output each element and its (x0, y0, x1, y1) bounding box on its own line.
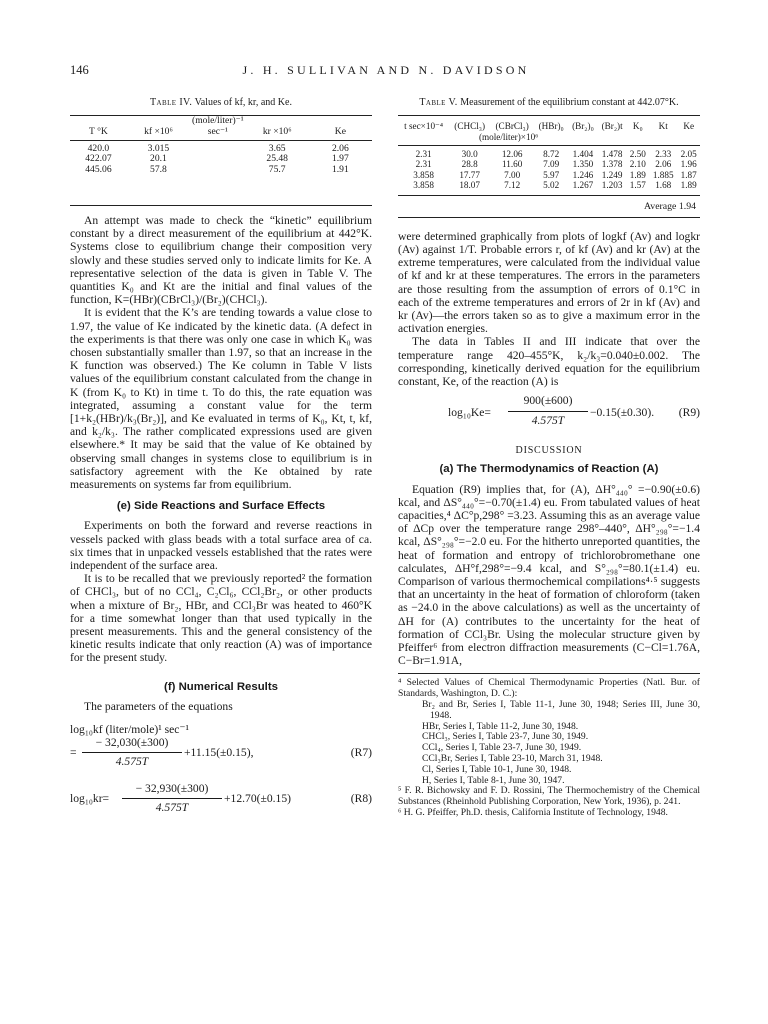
t5-units: (mole/liter)×10⁶ (478, 131, 539, 142)
footnote-item: CHCl₃, Series I, Table 23-7, June 30, 1949. (422, 731, 589, 743)
table-row: 422.07 20.1 25.48 1.97 (85, 153, 349, 165)
table5-caption: Table V. Measurement of the equilibrium constant at 442.07°K. (419, 97, 679, 108)
paragraph: The parameters of the equations (84, 699, 233, 713)
t4-h-units: (mole/liter)⁻¹ sec⁻¹ (192, 115, 244, 137)
running-title: J. H. SULLIVAN AND N. DAVIDSON (242, 63, 530, 77)
table-row: 2.31 30.0 12.06 8.72 1.404 1.478 2.50 2.33 2.05 (415, 148, 697, 159)
footnotes (398, 678, 700, 818)
discussion-heading: DISCUSSION (515, 445, 583, 457)
paragraph: It is evident that the K’s are tending towards a value close to 1.97, the value of Ke indicated by the kinetic data. (A defect in the experiments is that there was only one case in which K₀ was chosen substantially smaller than 1.97, so that an increase in the K function was observed.) The Ke column in Table V lists values of the equilibrium constant calculated from the change in K (from K₀ to Kt) in time t. To do this, the rate equation was integrated, assuming a constant value for the term [1+k₂(HBr)/k₃(Br₂)], and Ke evaluated in terms of K₀, Kt, t, kf, and k₂/k₃. The rather complicated expressions used are given elsewhere.* It may be said that the value of Ke obtained by observing small changes in systems close to equilibrium is in satisfactory agreement with the Ke obtained by rate measurements on systems far from equilibrium. (70, 306, 372, 492)
table-row: 445.06 57.8 75.7 1.91 (85, 163, 349, 175)
table-v: t sec×10⁻⁴ (CHCl₃) (CBrCl₃) (HBr)₀ (Br₂)₀ (Br₂)t K₀ Kt Ke (mole/liter)×10⁶ 2.31 30.0 12.06 8.72 1.404 1.478 2.50 2.33 2.05 2.31 28.8 11.60 7.09 1.350 1.378 2.10 2.06 1.96 3.858 17.77 7.00 5.97 1.246 1.249 1.89 1.885 1.87 3.858 18.07 7.12 5.02 1.267 1.203 1.57 1.68 1.89 (398, 115, 700, 196)
equation-r9: log₁₀Ke= 900(±600) 4.575T −0.15(±0.30). (R9) (448, 394, 700, 428)
table-iv (70, 115, 372, 206)
footnote-item: H, Series I, Table 8-1, June 30, 1947. (422, 774, 565, 786)
table5-average: Average 1.94 (643, 200, 696, 212)
section-heading-a: (a) The Thermodynamics of Reaction (A) (439, 463, 659, 476)
table4-caption: Table IV. Values of kf, kr, and Ke. (150, 97, 292, 108)
paragraph: Experiments on both the forward and reverse reactions in vessels packed with glass beads with a total surface area of ca. six times that in unpacked vessels established that the rates were independent of the surface area. (70, 519, 372, 573)
table-row: 420.0 3.015 3.65 2.06 (87, 142, 349, 154)
paragraph: were determined graphically from plots of logkf (Av) and logkr (Av) against 1/T. Probable errors r, of kf (Av) and kr (Av) at the extreme temperatures, were calculated from the individual value of kf and kr at these temperatures. The errors in the parameters are those resulting from the assumption of errors of 0.1°C in each of the extreme temperatures and errors of 2r in kf (Av) and kr (Av)—the errors taken so as to give a maximum error in the activation energies. (398, 229, 700, 336)
footnote-item: Br₂ and Br, Series I, Table 11-1, June 30, 1948; Series III, June 30, 1948. (422, 699, 700, 721)
footnote-5: ⁵ F. R. Bichowsky and F. D. Rossini, The Thermochemistry of the Chemical Substances (Rheinhold Publishing Corporation, New York, 1936), p. 241. (398, 785, 700, 808)
paragraph: An attempt was made to check the “kinetic” equilibrium constant by a direct measurement of the equilibrium at 442°K. Systems close to equilibrium change their composition very slowly and these studies served only to indicate limits for Ke. A representative selection of the data is given in Table V. The quantities K₀ and Kt are the initial and final values of the function, K=(HBr)(CBrCl₃)/(Br₂)(CHCl₃). (70, 213, 372, 307)
t4-h-temp: T °K (89, 125, 108, 137)
section-heading-e: (e) Side Reactions and Surface Effects (116, 500, 326, 513)
right-column (398, 97, 700, 819)
equation-r8: log₁₀kr= − 32,930(±300) 4.575T +12.70(±0.15) (R8) (70, 782, 372, 815)
paragraph: Equation (R9) implies that, for (A), ΔH°₄₄₀° =−0.90(±0.6) kcal, and ΔS°₄₄₀°=−0.70(±1.4) eu. From tabulated values of heat capacities,⁴ ΔC°p,298° =3.23. Assuming this as an average value of ΔCp over the temperature range 298°–440°, ΔH°₂₉₈°=−1.4 kcal, ΔS°₂₉₈°=−2.0 eu. For the hitherto unreported quantities, the heat of formation and entropy of trichlorobromethane one calculates, ΔH°f,298°=−9.4 kcal, and S°₂₉₈°=80.1(±1.4) eu. Comparison of various thermochemical compilations⁴·⁵ suggests that an uncertainty in the heat of formation of chloroform (taken as −24.0 in the above calculations) as well as the uncertainty of ΔH for (A) contributes to the uncertainty for the heat of formation of CCl₃Br. Using the molecular structure given by Pfeiffer⁶ from electron diffraction measurements (C−Cl=1.76A, C−Br=1.91A, (398, 482, 700, 668)
section-heading-f: (f) Numerical Results (164, 680, 278, 693)
page-header (70, 64, 702, 80)
footnote-item: HBr, Series I, Table 11-2, June 30, 1948. (422, 720, 579, 732)
footnote-6: ⁶ H. G. Pfeiffer, Ph.D. thesis, California Institute of Technology, 1948. (398, 807, 668, 819)
paragraph: The data in Tables II and III indicate that over the temperature range 420–455°K, k₂/k₃=0.040±0.002. The corresponding, kinetically derived equation for the equilibrium constant, Ke, of the reaction (A) is (398, 335, 700, 388)
footnote-item: CCl₃Br, Series I, Table 23-10, March 31, 1948. (422, 753, 603, 765)
t4-h-ke: Ke (334, 125, 346, 137)
left-column (70, 97, 372, 818)
t4-h-kr: kr ×10⁶ (262, 125, 292, 137)
table-row: 3.858 18.07 7.12 5.02 1.267 1.203 1.57 1.68 1.89 (413, 180, 697, 191)
page-number: 146 (70, 63, 89, 77)
t4-h-kf: kf ×10⁶ (144, 125, 173, 137)
footnote-item: CCl₄, Series I, Table 23-7, June 30, 1949. (422, 742, 582, 754)
paragraph: It is to be recalled that we previously reported² the formation of CHCl₃, but of no CCl₄, C₂Cl₆, CCl₂Br₂, or other products when a mixture of Br₂, HBr, and CCl₃Br was heated to 460°K for a time somewhat longer than that used typically in the present measurements. This and the general consistency of the kinetic results indicate that only reaction (A) was of importance for the present study. (70, 572, 372, 665)
equation-lhs: log₁₀kf (liter/mole)¹ sec⁻¹ (70, 723, 190, 737)
footnote-item: Cl, Series I, Table 10-1, June 30, 1948. (422, 763, 572, 775)
equation-r7: = − 32,030(±300) 4.575T +11.15(±0.15), (R7) (70, 736, 372, 769)
table-row: 3.858 17.77 7.00 5.97 1.246 1.249 1.89 1.885 1.87 (413, 169, 697, 180)
footnote-4: ⁴ Selected Values of Chemical Thermodynamic Properties (Natl. Bur. of Standards, Washington, D. C.): (398, 677, 700, 700)
table-row: 2.31 28.8 11.60 7.09 1.350 1.378 2.10 2.06 1.96 (415, 159, 697, 170)
